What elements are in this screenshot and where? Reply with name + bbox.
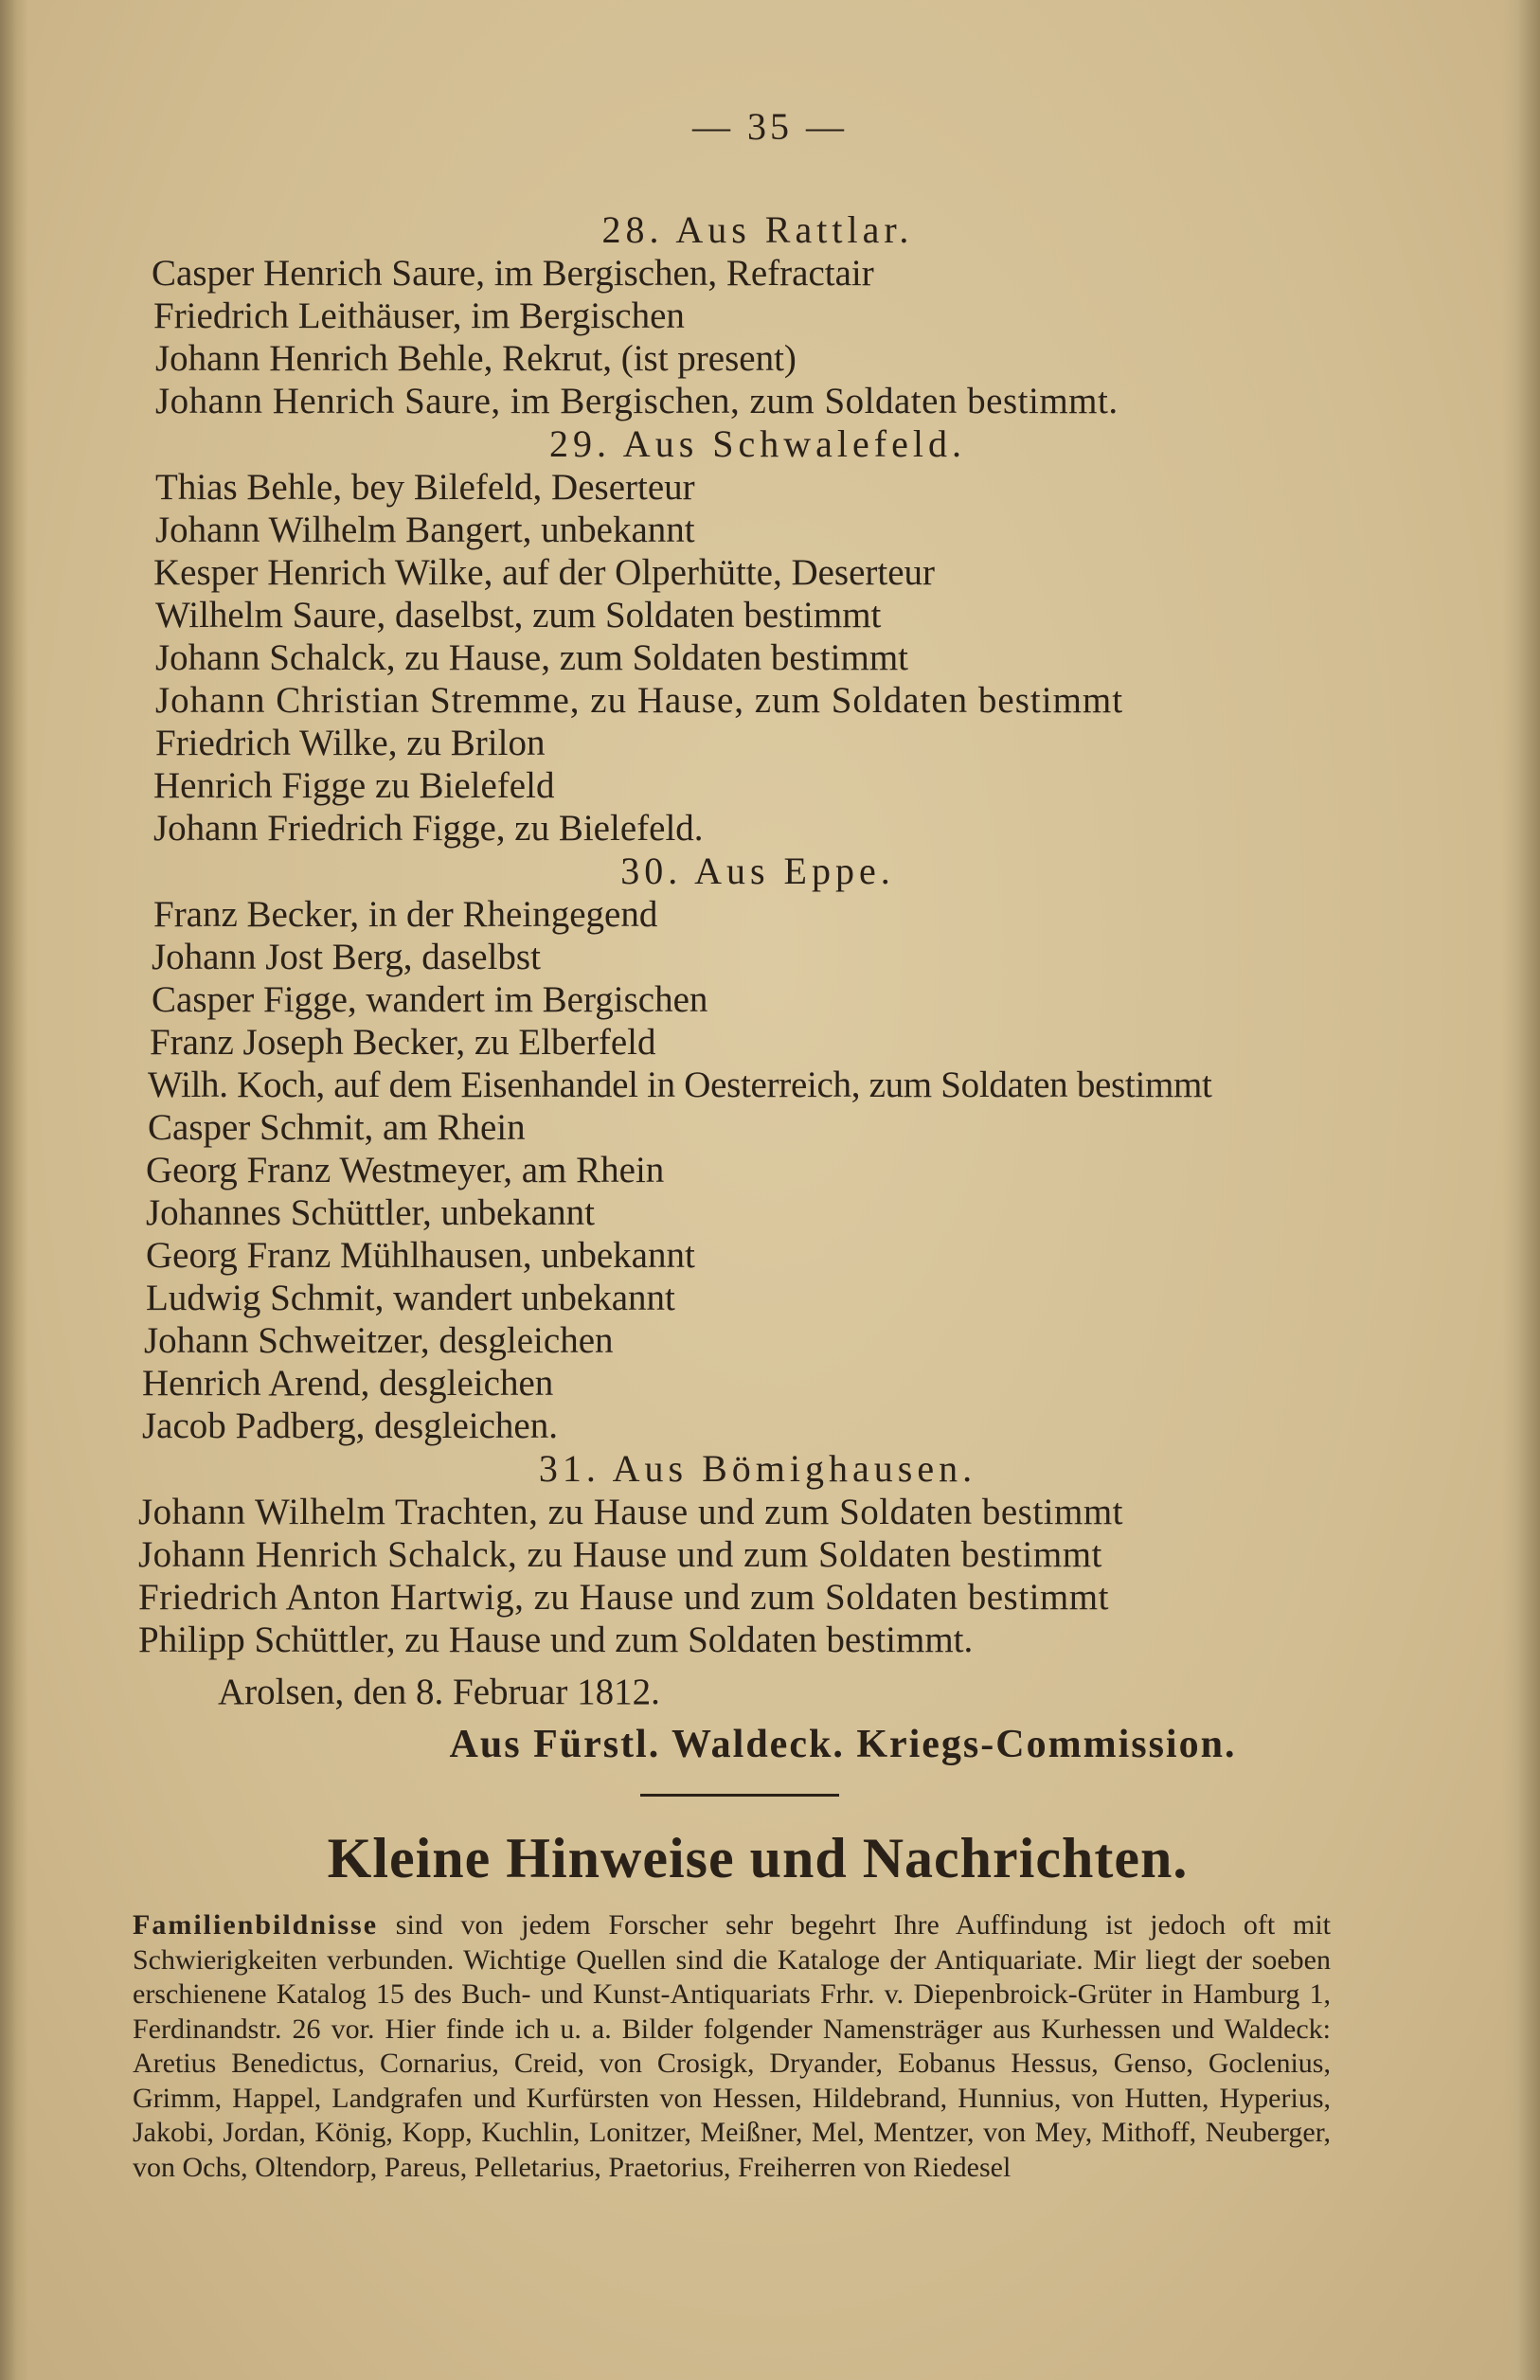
page-edge-right — [1502, 0, 1540, 2380]
list-item: Johann Christian Stremme, zu Hause, zum Soldaten bestimmt — [155, 680, 1124, 721]
list-item: Johann Wilhelm Trachten, zu Hause und zum Soldaten bestimmt — [138, 1492, 1123, 1532]
list-item: Johann Jost Berg, daselbst — [152, 937, 541, 977]
section-boemighausen — [138, 1447, 1373, 1661]
list-item: Henrich Figge zu Bielefeld — [153, 765, 555, 806]
list-item: Wilhelm Saure, daselbst, zum Soldaten bestimmt — [155, 595, 882, 635]
list-item: Johann Schweitzer, desgleichen — [144, 1320, 614, 1361]
list-item: Johann Henrich Saure, im Bergischen, zum Soldaten bestimmt. — [155, 381, 1119, 421]
page-number: — 35 — — [692, 105, 848, 148]
list-item: Friedrich Leithäuser, im Bergischen — [153, 295, 685, 336]
list-item: Casper Figge, wandert im Bergischen — [152, 979, 708, 1020]
section-schwalefeld — [142, 422, 1373, 850]
list-item: Thias Behle, bey Bilefeld, Deserteur — [155, 467, 695, 508]
list-item: Johann Wilhelm Bangert, unbekannt — [155, 510, 695, 550]
section-heading: 28. Aus Rattlar. — [601, 208, 914, 251]
page-content — [133, 208, 1373, 2185]
list-item: Philipp Schüttler, zu Hause und zum Soldaten bestimmt. — [138, 1619, 974, 1660]
list-item: Georg Franz Westmeyer, am Rhein — [146, 1150, 665, 1190]
list-item: Ludwig Schmit, wandert unbekannt — [146, 1278, 675, 1318]
section-heading: 29. Aus Schwalefeld. — [549, 422, 966, 465]
list-item: Jacob Padberg, desgleichen. — [142, 1405, 558, 1446]
section-heading: 30. Aus Eppe. — [620, 850, 895, 892]
list-item: Franz Becker, in der Rheingegend — [153, 894, 658, 935]
list-item: Wilh. Koch, auf dem Eisenhandel in Oesterreich, zum Soldaten bestimmt — [148, 1065, 1212, 1105]
issuing-authority: Aus Fürstl. Waldeck. Kriegs-Commission. — [449, 1723, 1237, 1766]
notes-heading: Kleine Hinweise und Nachrichten. — [327, 1827, 1189, 1889]
list-item: Henrich Arend, desgleichen — [142, 1363, 554, 1404]
page-edge-left — [0, 0, 28, 2380]
list-item: Friedrich Anton Hartwig, zu Hause und zum Soldaten bestimmt — [138, 1577, 1109, 1618]
notes-lead: Familienbildnisse — [133, 1909, 379, 1941]
place-date: Arolsen, den 8. Februar 1812. — [218, 1672, 660, 1712]
list-item: Georg Franz Mühlhausen, unbekannt — [146, 1235, 695, 1276]
list-item: Casper Henrich Saure, im Bergischen, Refractair — [152, 253, 874, 294]
section-rattlar — [142, 208, 1373, 422]
list-item: Franz Joseph Becker, zu Elberfeld — [150, 1022, 656, 1063]
section-eppe — [142, 850, 1373, 1447]
list-item: Johann Friedrich Figge, zu Bielefeld. — [153, 808, 704, 849]
notes-text: sind von jedem Forscher sehr begehrt Ihre Auffindung ist jedoch oft mit Schwierigkeiten verbunden. Wichtige Quellen sind die Kataloge der Antiquariate. Mir liegt der soeben erschienene Katalog 15 des Buch- und Kunst-Antiquariats Frhr. v. Diepenbroick-Grüter in Hamburg 1, Ferdinandstr. 26 vor. Hier finde ich u. a. Bilder folgender Namensträger aus Kurhessen und Waldeck: Aretius Benedictus, Cornarius, Creid, von Crosigk, Dryander, Eobanus Hessus, Genso, Goclenius, Grimm, Happel, Landgrafen und Kurfürsten von Hessen, Hildebrand, Hunnius, von Hutten, Hyperius, Jakobi, Jordan, König, Kopp, Kuchlin, Lonitzer, Meißner, Mel, Mentzer, von Mey, Mithoff, Neuberger, von Ochs, Oltendorp, Pareus, Pelletarius, Praetorius, Freiherren von Riedesel — [133, 1909, 1331, 2183]
list-item: Johann Schalck, zu Hause, zum Soldaten bestimmt — [155, 637, 909, 678]
notes-paragraph — [133, 1908, 1331, 2185]
list-item: Johannes Schüttler, unbekannt — [146, 1192, 595, 1233]
list-item: Casper Schmit, am Rhein — [148, 1107, 526, 1148]
list-item: Kesper Henrich Wilke, auf der Olperhütte, Deserteur — [153, 552, 936, 593]
section-heading: 31. Aus Bömighausen. — [538, 1447, 977, 1490]
list-item: Johann Henrich Behle, Rekrut, (ist present) — [155, 338, 797, 379]
list-item: Friedrich Wilke, zu Brilon — [155, 723, 546, 763]
list-item: Johann Henrich Schalck, zu Hause und zum Soldaten bestimmt — [138, 1534, 1102, 1575]
divider — [640, 1794, 839, 1797]
